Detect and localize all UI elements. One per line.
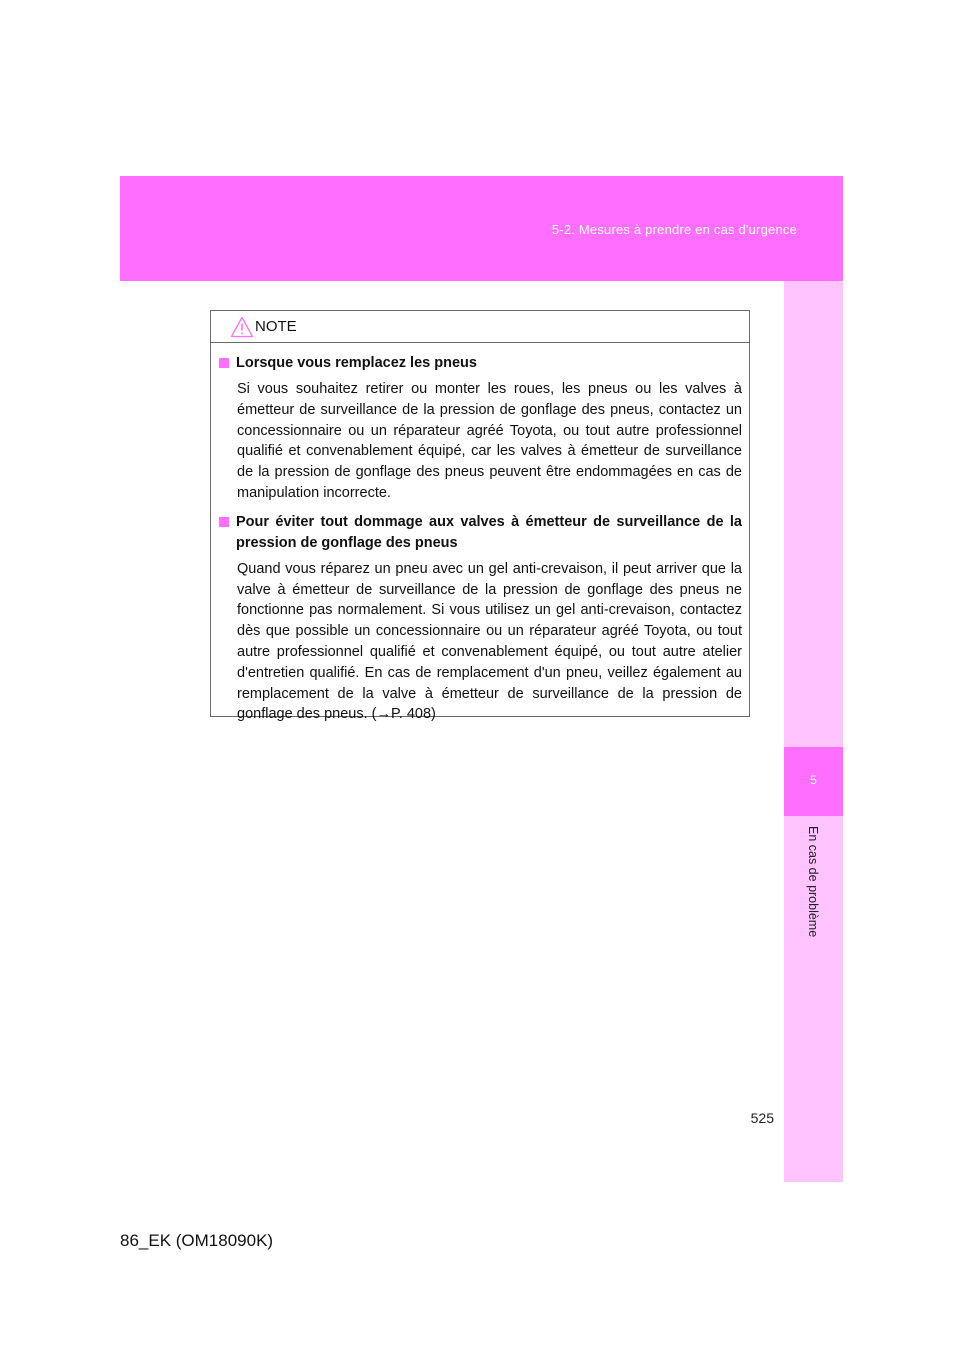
note-body [211,343,749,725]
chapter-tab[interactable] [784,747,843,816]
bullet-square-icon [219,517,229,527]
note-item-heading-text: Pour éviter tout dommage aux valves à émetteur de surveillance de la pression de gonflage des pneus [236,513,742,551]
note-box [210,310,750,723]
note-item [219,512,742,725]
chapter-side-strip [784,281,843,1182]
header-band [120,176,843,281]
note-label: NOTE [255,318,297,335]
note-item-heading [219,353,742,374]
document-code: 86_EK (OM18090K) [120,1231,274,1250]
note-item [219,353,742,504]
chapter-label-text: En cas de problème [806,826,820,938]
section-title: 5-2. Mesures à prendre en cas d'urgence [551,222,797,237]
note-item-heading [219,512,742,554]
bullet-square-icon [219,358,229,368]
chapter-number: 5 [810,773,817,787]
chapter-label [784,826,843,1006]
note-item-text: Quand vous réparez un pneu avec un gel anti-crevaison, il peut arriver que la valve à émetteur de surveillance de la pression de gonflage des pneus ne fonctionne pas normalement. Si vous utilisez un gel anti-crevaison, contactez dès que possible un concessionnaire ou un réparateur agréé Toyota, ou tout autre professionnel qualifié et convenablement équipé, ou tout autre atelier d'entretien qualifié. En cas de remplacement d'un pneu, veillez également au remplacement de la valve à émetteur de surveillance de la pression de gonflage des pneus. (→P. 408) [237,560,742,723]
note-item-text: Si vous souhaitez retirer ou monter les roues, les pneus ou les valves à émetteur de surveillance de la pression de gonflage des pneus, contactez un concessionnaire ou un réparateur agréé Toyota, ou tout autre professionnel qualifié et convenablement équipé, car les valves à émetteur de surveillance de la pression de gonflage des pneus peuvent être endommagées en cas de manipulation incorrecte. [237,381,742,501]
page-number: 525 [750,1110,774,1126]
warning-triangle-icon [230,316,254,338]
note-item-heading-text: Lorsque vous remplacez les pneus [236,355,477,371]
note-header [211,311,749,343]
